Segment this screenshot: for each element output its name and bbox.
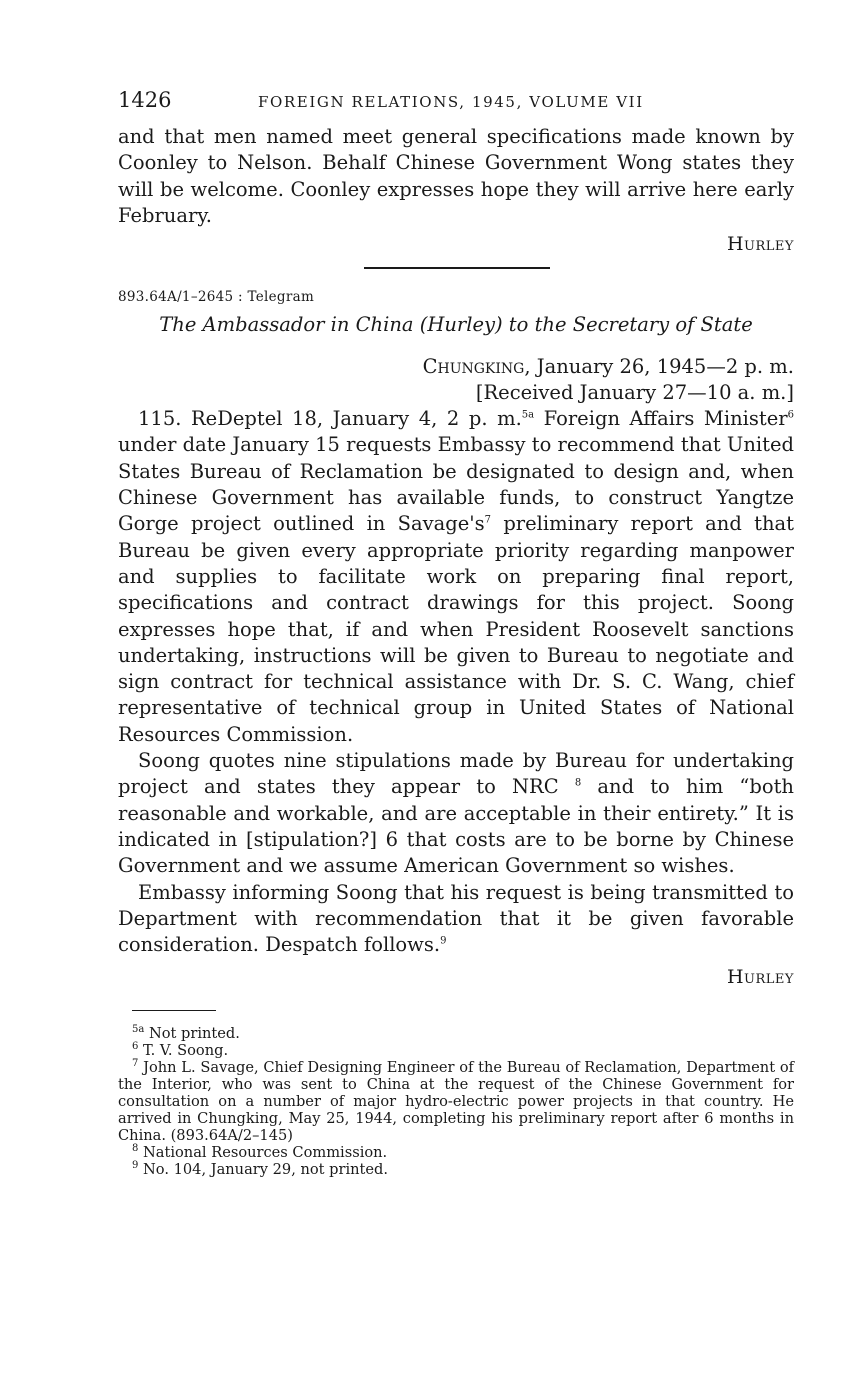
dateline	[118, 354, 794, 406]
continuation-signature: Hurley	[726, 233, 794, 256]
footnote-ref: 7	[484, 514, 492, 526]
text-run: and to him “both reasonable and workable, and are acceptable in their entirety.” It is indicated in [stipulation?] 6 that costs are to be borne by Chinese Government and we assume American Government so wishes.	[118, 775, 794, 878]
date-line	[118, 354, 794, 380]
file-reference: 893.64A/1–2645 : Telegram	[118, 289, 315, 306]
footnote-ref: 9	[440, 935, 447, 947]
footnote	[118, 1025, 794, 1042]
footnote-text: No. 104, January 29, not printed.	[143, 1161, 389, 1179]
text-run: Embassy informing Soong that his request is being transmitted to Department with recommendation that it be given favorable consideration. Despatch follows.	[118, 880, 794, 957]
footnote	[118, 1144, 794, 1161]
dateline-place: Chungking	[422, 355, 525, 379]
footnote-ref: 6	[787, 409, 794, 421]
text-run: Soong quotes nine stipulations made by Bureau for undertaking project and states they appear to NRC	[118, 749, 794, 799]
telegram-signature: Hurley	[726, 966, 794, 989]
running-head-title: FOREIGN RELATIONS, 1945, VOLUME VII	[258, 93, 644, 111]
body-paragraph-3	[118, 880, 794, 959]
document-page	[118, 88, 794, 1178]
footnote-divider	[132, 1010, 216, 1011]
body-paragraph-2	[118, 748, 794, 879]
text-run: Foreign Affairs Minister	[534, 407, 788, 431]
text-run: under date January 15 requests Embassy to recommend that United States Bureau of Reclamation be designated to design and, when Chinese Government has available funds, to construct Yangtze Gorge project outlined in Savage's	[118, 433, 794, 536]
footnote	[118, 1059, 794, 1144]
footnote-mark: 6	[132, 1041, 139, 1053]
footnote-mark: 5a	[132, 1024, 145, 1036]
telegram-body	[118, 406, 794, 958]
page-number: 1426	[118, 88, 172, 112]
footnote-text: John L. Savage, Chief Designing Engineer of the Bureau of Reclamation, Department of the Interior, who was sent to China at the request of the Chinese Government for consultation on a number of major hydro-electric power projects in that country. He arrived in Chungking, May 25, 1944, completing his preliminary report after 6 months in China. (893.64A/2–145)	[118, 1059, 795, 1145]
footnote-text: National Resources Commission.	[143, 1144, 388, 1162]
footnote-mark: 9	[132, 1160, 139, 1172]
footnote	[118, 1042, 794, 1059]
footnote-text: T. V. Soong.	[143, 1042, 229, 1060]
running-head	[118, 88, 794, 118]
received-line: [Received January 27—10 a. m.]	[475, 381, 794, 405]
footnotes	[118, 1025, 794, 1178]
footnote-mark: 7	[132, 1058, 139, 1070]
footnote	[118, 1161, 794, 1178]
footnote-text: Not printed.	[148, 1025, 240, 1043]
footnote-mark: 8	[132, 1143, 139, 1155]
footnote-ref: 5a	[521, 409, 535, 421]
continuation-paragraph: and that men named meet general specifications made known by Coonley to Nelson. Behalf Chinese Government Wong states they will be welcome. Coonley expresses hope they will arrive here early February.	[118, 125, 794, 227]
text-run: preliminary report and that Bureau be given every appropriate priority regarding manpower and supplies to facilitate work on preparing final report, specifications and contract drawings for this project. Soong expresses hope that, if and when President Roosevelt sanctions undertaking, instructions will be given to Bureau to negotiate and sign contract for technical assistance with Dr. S. C. Wang, chief representative of technical group in United States of National Resources Commission.	[118, 512, 794, 746]
footnote-ref: 8	[574, 777, 582, 789]
dateline-date: , January 26, 1945—2 p. m.	[524, 355, 794, 379]
text-run: 115. ReDeptel 18, January 4, 2 p. m.	[138, 407, 522, 431]
section-divider	[364, 267, 550, 269]
body-paragraph-1	[118, 406, 794, 748]
document-title: The Ambassador in China (Hurley) to the Secretary of State	[159, 313, 753, 337]
